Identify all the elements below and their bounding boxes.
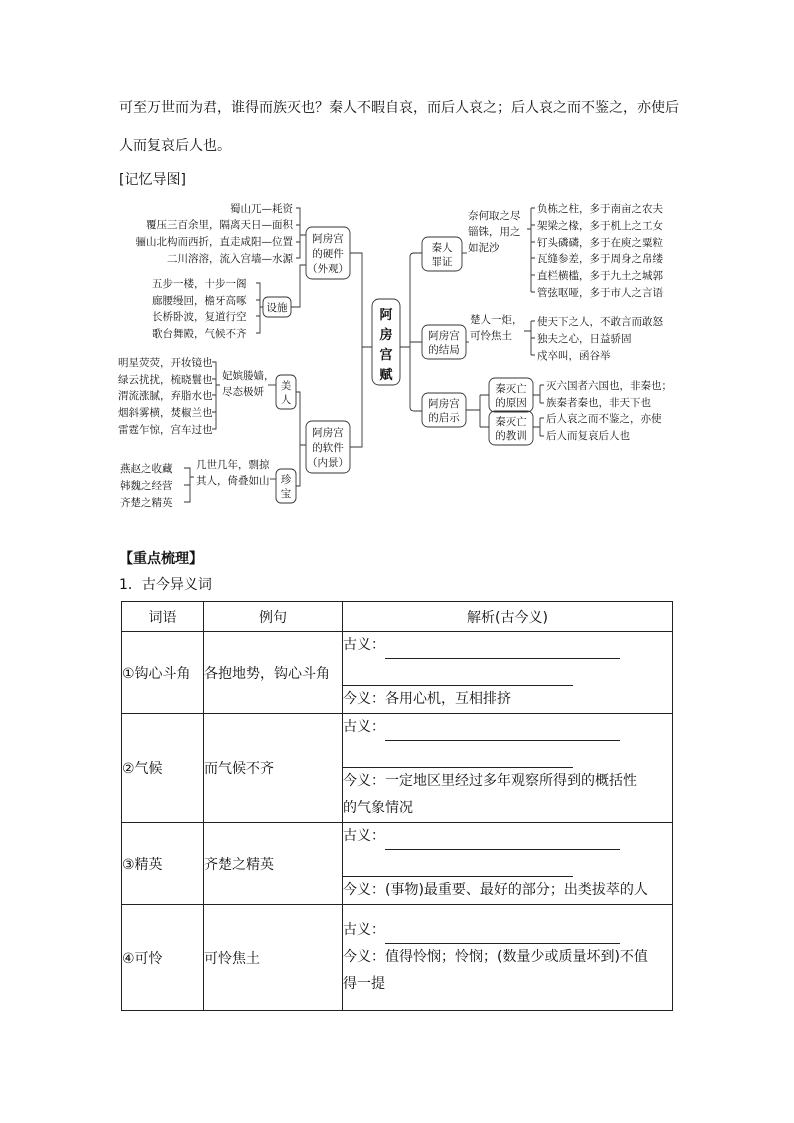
teach-bracket xyxy=(533,418,544,436)
treasure-item: 燕赵之收藏 xyxy=(120,463,173,475)
center-title: 房 xyxy=(379,328,393,343)
ending-item: 使天下之人，不敢言而敢怒 xyxy=(537,316,663,328)
hardware-label: （外观） xyxy=(307,263,349,275)
crime-question: 锱铢，用之 xyxy=(468,226,521,238)
treasure-label: 宝 xyxy=(280,488,292,500)
table-row xyxy=(122,905,673,1011)
crime-item: 瓦缝参差，多于周身之帛缕 xyxy=(537,253,663,265)
ancient-prefix: 古义： xyxy=(343,828,385,844)
example-cell: 可怜焦土 xyxy=(204,905,343,1011)
crime-item: 管弦呕哑，多于市人之言语 xyxy=(537,287,663,299)
example-cell: 各抱地势，钩心斗角 xyxy=(204,632,343,714)
vocab-table xyxy=(121,601,673,1011)
word-cell: ③精英 xyxy=(122,823,204,905)
crime-label: 秦人 xyxy=(431,242,453,254)
software-label: （内景） xyxy=(307,457,349,469)
facility-item: 五步一楼，十步一阁 xyxy=(152,278,247,290)
ending-items xyxy=(537,315,663,362)
ancient-blank[interactable] xyxy=(385,642,620,659)
crime-question: 如泥沙 xyxy=(468,242,500,254)
cause-item: 灭六国者六国也，非秦也； xyxy=(546,380,672,392)
header-word: 词语 xyxy=(122,602,204,632)
crime-item: 钉头磷磷，多于在庾之粟粒 xyxy=(537,237,663,249)
analysis-cell xyxy=(343,823,673,905)
intro-line-2: 人而复哀后人也。 xyxy=(119,138,231,154)
lesson-label: 的启示 xyxy=(428,412,460,424)
ancient-blank[interactable] xyxy=(385,724,620,741)
hardware-item: 骊山北构而西折，直走咸阳—位置 xyxy=(135,236,293,248)
ancient-blank-2[interactable] xyxy=(343,860,573,877)
hardware-items xyxy=(136,202,294,265)
facility-label: 设施 xyxy=(266,302,288,314)
facility-item: 长桥卧波，复道行空 xyxy=(152,311,247,323)
header-example: 例句 xyxy=(204,602,343,632)
hardware-item: 二川溶溶，流入宫墙—水源 xyxy=(167,253,293,265)
crime-question: 奈何取之尽 xyxy=(468,210,521,222)
center-title: 赋 xyxy=(379,368,393,383)
hardware-item: 覆压三百余里，隔离天日—面积 xyxy=(146,219,293,231)
crime-bracket xyxy=(527,208,535,292)
ending-item: 独夫之心，日益骄固 xyxy=(537,333,632,345)
beauty-label: 美 xyxy=(280,380,292,392)
teach-label: 秦灭亡 xyxy=(495,416,527,428)
crime-item: 直栏横槛，多于九土之城郭 xyxy=(537,270,663,282)
ancient-prefix: 古义： xyxy=(343,922,385,938)
beauty-item: 烟斜雾横，焚椒兰也 xyxy=(118,407,213,419)
modern-meaning: 今义：各用心机，互相排挤 xyxy=(343,691,511,707)
ancient-blank-2[interactable] xyxy=(343,751,573,768)
table-row xyxy=(122,632,673,714)
hardware-label: 阿房宫 xyxy=(312,233,344,245)
crime-label: 罪证 xyxy=(431,256,453,268)
example-cell: 齐楚之精英 xyxy=(204,823,343,905)
treasure-summary: 其人，倚叠如山 xyxy=(196,475,270,487)
ancient-prefix: 古义： xyxy=(343,637,385,653)
word-cell: ④可怜 xyxy=(122,905,204,1011)
beauty-bracket xyxy=(212,362,220,429)
ancient-blank-2[interactable] xyxy=(343,669,573,686)
beauty-item: 雷霆乍惊，宫车过也 xyxy=(118,424,213,436)
header-analysis: 解析(古今义) xyxy=(343,602,673,632)
analysis-cell xyxy=(343,714,673,823)
facility-bracket xyxy=(256,283,263,333)
teach-item: 后人而复哀后人也 xyxy=(546,430,630,442)
modern-meaning: 的气象情况 xyxy=(343,800,413,816)
table-row xyxy=(122,823,673,905)
crime-item: 负栋之柱，多于南亩之农夫 xyxy=(537,203,663,215)
teach-label: 的教训 xyxy=(495,430,527,442)
mind-map xyxy=(0,195,794,525)
example-cell: 而气候不齐 xyxy=(204,714,343,823)
facility-items xyxy=(152,277,247,340)
treasure-label: 珍 xyxy=(280,474,292,486)
intro-line-1: 可至万世而为君，谁得而族灭也？秦人不暇自哀，而后人哀之；后人哀之而不鉴之，亦使后 xyxy=(119,100,679,116)
modern-meaning: 今义：一定地区里经过多年观察所得到的概括性 xyxy=(343,773,637,789)
beauty-item: 绿云扰扰，梳晓鬟也 xyxy=(118,374,213,386)
right-trunk xyxy=(400,253,422,411)
table-row xyxy=(122,714,673,823)
analysis-cell xyxy=(343,905,673,1011)
treasure-items xyxy=(120,462,173,509)
word-cell: ②气候 xyxy=(122,714,204,823)
ending-label: 阿房宫 xyxy=(428,330,460,342)
beauty-summary: 尽态极妍 xyxy=(222,386,264,398)
key-points-subtitle: 1．古今异义词 xyxy=(119,577,212,593)
word-cell: ①钩心斗角 xyxy=(122,632,204,714)
ending-summary: 楚人一炬， xyxy=(470,314,523,326)
cause-bracket xyxy=(533,385,544,403)
facility-connector xyxy=(291,265,306,307)
hardware-label: 的硬件 xyxy=(312,248,344,260)
treasure-bracket xyxy=(184,468,194,502)
ancient-blank[interactable] xyxy=(385,927,620,944)
ancient-prefix: 古义： xyxy=(343,719,385,735)
crime-item: 架梁之椽，多于机上之工女 xyxy=(537,220,663,232)
table-header-row xyxy=(122,602,673,632)
ending-label: 的结局 xyxy=(428,344,460,356)
teach-item: 后人哀之而不鉴之，亦使 xyxy=(546,413,662,425)
beauty-items xyxy=(118,356,213,436)
cause-item: 族秦者秦也，非天下也 xyxy=(546,397,651,409)
ending-bracket xyxy=(524,321,535,355)
modern-meaning: 得一提 xyxy=(343,976,385,992)
treasure-item: 齐楚之精英 xyxy=(120,497,173,509)
cause-label: 秦灭亡 xyxy=(495,383,527,395)
lesson-bracket xyxy=(466,395,489,427)
hardware-item: 蜀山兀—耗资 xyxy=(230,203,293,215)
cause-label: 的原因 xyxy=(495,397,527,409)
ending-summary: 可怜焦土 xyxy=(470,330,512,342)
lesson-label: 阿房宫 xyxy=(428,398,460,410)
center-title: 宫 xyxy=(379,348,393,363)
mindmap-heading: [记忆导图] xyxy=(119,172,186,188)
beauty-label: 人 xyxy=(280,394,292,406)
facility-item: 廊腰缦回，檐牙高啄 xyxy=(152,295,247,307)
beauty-item: 明星荧荧，开妆镜也 xyxy=(118,357,213,369)
beauty-summary: 妃嫔媵嫱， xyxy=(222,370,275,382)
key-points-title: 【重点梳理】 xyxy=(119,551,203,567)
ancient-blank[interactable] xyxy=(385,833,620,850)
beauty-item: 渭流涨腻，弃脂水也 xyxy=(118,390,213,402)
treasure-summary: 几世几年，剽掠 xyxy=(196,459,270,471)
center-title: 阿 xyxy=(379,308,393,323)
software-bracket xyxy=(296,392,306,486)
software-label: 的软件 xyxy=(312,442,344,454)
software-label: 阿房宫 xyxy=(312,427,344,439)
facility-item: 歌台舞殿，气候不齐 xyxy=(152,328,247,340)
ending-item: 戍卒叫，函谷举 xyxy=(537,350,611,362)
modern-meaning: 今义：值得怜悯；怜悯；(数量少或质量坏到)不值 xyxy=(343,949,648,965)
left-trunk xyxy=(350,253,372,447)
treasure-item: 韩魏之经营 xyxy=(120,480,173,492)
analysis-cell xyxy=(343,632,673,714)
modern-meaning: 今义：(事物)最重要、最好的部分；出类拔萃的人 xyxy=(343,882,648,898)
hardware-bracket xyxy=(296,208,306,258)
crime-items xyxy=(537,202,663,299)
